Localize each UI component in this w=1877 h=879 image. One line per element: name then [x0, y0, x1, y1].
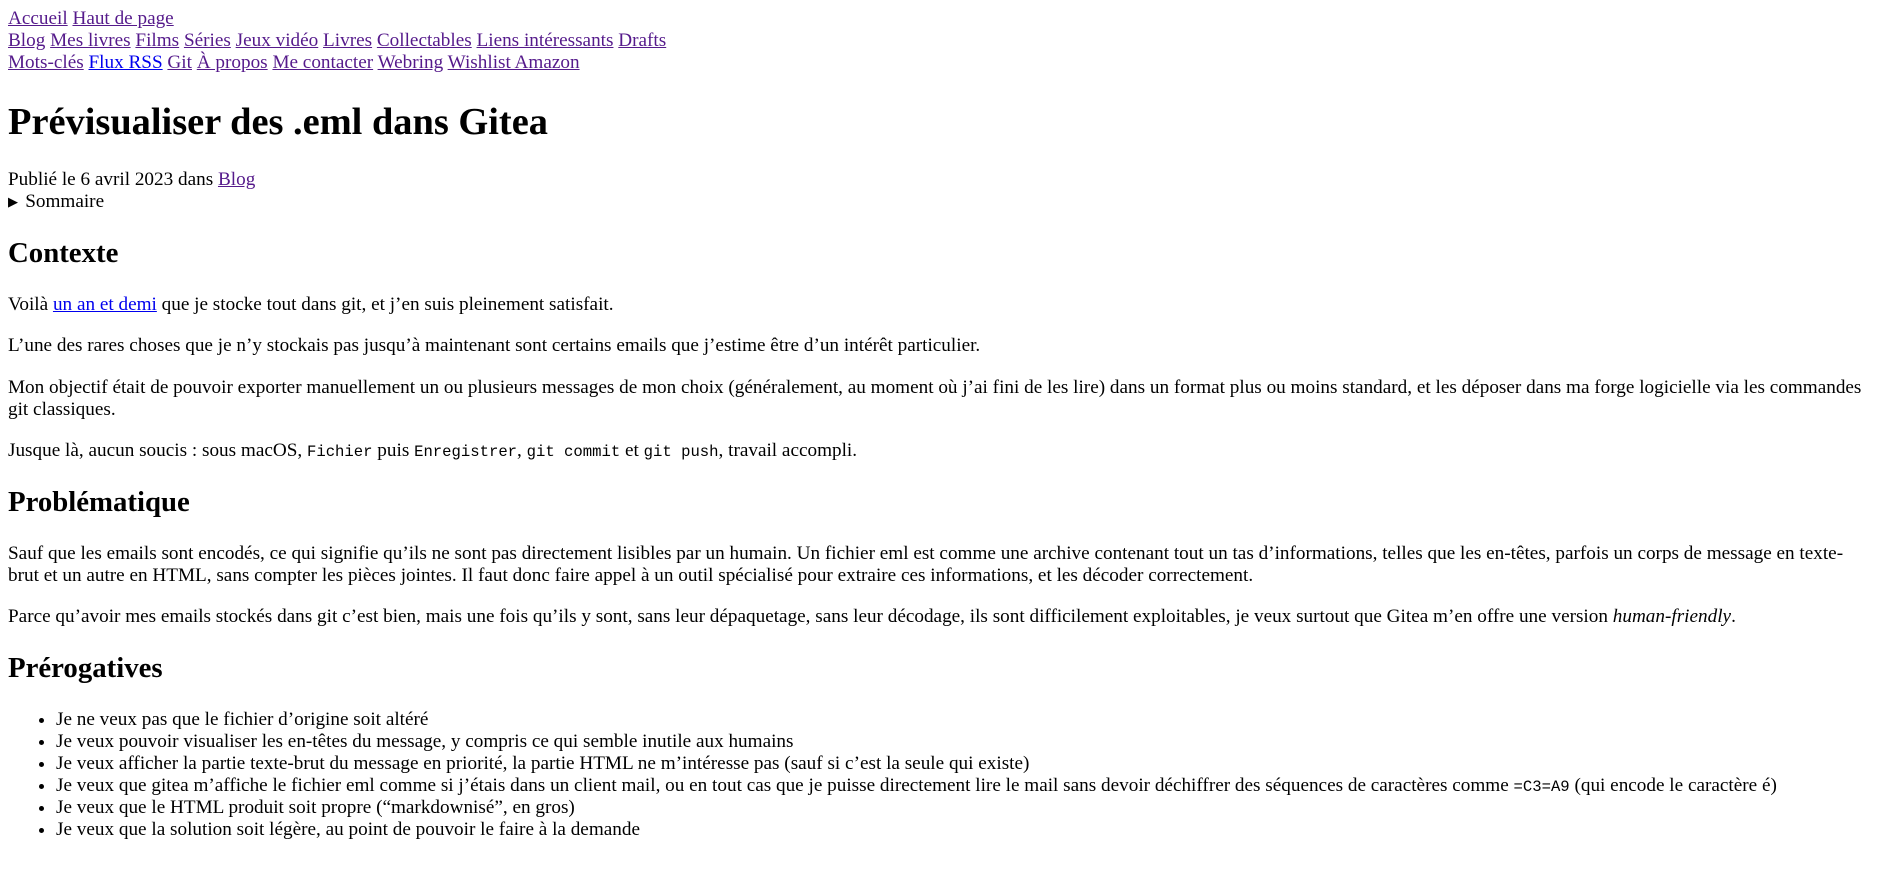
- paragraph-text: que je stocke tout dans git, et j’en suis pleinement satisfait.: [156, 294, 614, 316]
- heading-contexte: Contexte: [8, 237, 119, 270]
- heading-problematique: Problématique: [8, 485, 190, 518]
- nav-link-mes-livres[interactable]: Mes livres: [50, 30, 131, 51]
- post-meta-text: Publié le 6 avril 2023 dans: [8, 169, 218, 191]
- category-link-blog[interactable]: Blog: [217, 169, 256, 191]
- nav-link-blog[interactable]: Blog: [8, 30, 46, 51]
- nav-link-flux-rss[interactable]: Flux RSS: [88, 52, 163, 73]
- inline-code: Enregistrer: [414, 442, 518, 461]
- list-item: • Je veux pouvoir visualiser les en-têtes du message, y compris ce qui semble inutile aux humains: [56, 731, 1869, 753]
- disclosure-triangle-icon: ▶: [8, 195, 19, 211]
- nav-row-sections: [8, 30, 1869, 52]
- inline-code: =C3=A9: [1513, 777, 1570, 796]
- emphasis-text: human-friendly: [1612, 605, 1732, 627]
- nav-link-webring[interactable]: Webring: [377, 52, 444, 73]
- inline-code: Fichier: [306, 442, 373, 461]
- nav-link-git[interactable]: Git: [167, 52, 192, 73]
- inline-link-un-an-et-demi[interactable]: un an et demi: [52, 294, 157, 316]
- inline-code: git commit: [526, 442, 621, 461]
- paragraph: [8, 294, 1869, 316]
- paragraph-text: Parce qu’avoir mes emails stockés dans git c’est bien, mais une fois qu’ils y sont, sans leur dépaquetage, sans leur décodage, ils sont difficilement exploitables, je veux surtout que Gitea m’en offre une version: [8, 605, 1613, 627]
- paragraph: L’une des rares choses que je n’y stockais pas jusqu’à maintenant sont certains emails que j’estime être d’un intérêt particulier.: [8, 335, 981, 357]
- nav-link-a-propos[interactable]: À propos: [196, 52, 268, 73]
- paragraph-text: puis: [372, 439, 415, 461]
- list-item: • Je veux que la solution soit légère, au point de pouvoir le faire à la demande: [56, 819, 1869, 841]
- paragraph-text: et: [620, 439, 644, 461]
- nav-link-collectables[interactable]: Collectables: [376, 30, 472, 51]
- list-item: • Je veux afficher la partie texte-brut du message en priorité, la partie HTML ne m’intéresse pas (sauf si c’est la seule qui existe): [56, 753, 1869, 775]
- list-item: • Je ne veux pas que le fichier d’origine soit altéré: [56, 709, 1869, 731]
- nav-link-accueil[interactable]: Accueil: [8, 8, 68, 29]
- list-item: [56, 775, 1869, 797]
- list-item-text: (qui encode le caractère é): [1569, 774, 1777, 796]
- paragraph: Sauf que les emails sont encodés, ce qui signifie qu’ils ne sont pas directement lisibles par un humain. Un fichier eml est comme une archive contenant tout un tas d’informations, telles que les en-têtes, parfois un corps de message en texte-brut et un autre en HTML, sans compter les pièces jointes. Il faut donc faire appel à un outil spécialisé pour extraire ces informations, et les décoder correctement.: [8, 542, 1844, 586]
- paragraph-text: , travail accompli.: [718, 439, 858, 461]
- nav-link-series[interactable]: Séries: [183, 30, 231, 51]
- paragraph: [8, 440, 1869, 462]
- nav-row-meta: [8, 52, 1869, 74]
- nav-link-drafts[interactable]: Drafts: [618, 30, 667, 51]
- heading-prerogatives: Prérogatives: [8, 651, 163, 684]
- inline-code: git push: [643, 442, 719, 461]
- paragraph-text: ,: [517, 439, 527, 461]
- page-title: Prévisualiser des .eml dans Gitea: [8, 100, 548, 143]
- paragraph: [8, 606, 1869, 628]
- paragraph-text: Jusque là, aucun soucis : sous macOS,: [8, 439, 307, 461]
- nav-link-livres[interactable]: Livres: [323, 30, 373, 51]
- paragraph-text: .: [1731, 605, 1736, 627]
- nav-link-me-contacter[interactable]: Me contacter: [272, 52, 374, 73]
- paragraph-text: Voilà: [8, 294, 53, 316]
- nav-link-mots-cles[interactable]: Mots-clés: [8, 52, 84, 73]
- toc-details: [8, 191, 1869, 213]
- summary-toggle[interactable]: [8, 191, 1869, 213]
- post-meta: [8, 169, 1869, 191]
- paragraph: Mon objectif était de pouvoir exporter manuellement un ou plusieurs messages de mon choix (généralement, au moment où j’ai fini de les lire) dans un format plus ou moins standard, et les déposer dans ma forge logicielle via les commandes git classiques.: [8, 376, 1862, 420]
- site-nav: [8, 8, 1869, 74]
- nav-link-haut-de-page[interactable]: Haut de page: [72, 8, 174, 29]
- list-item: • Je veux que le HTML produit soit propre (“markdownisé”, en gros): [56, 797, 1869, 819]
- nav-link-jeux-video[interactable]: Jeux vidéo: [235, 30, 319, 51]
- summary-label: Sommaire: [25, 191, 105, 213]
- list-item-text: Je veux que gitea m’affiche le fichier eml comme si j’étais dans un client mail, ou en tout cas que je puisse directement lire le mail sans devoir déchiffrer des séquences de caractères comme: [56, 774, 1514, 796]
- nav-link-wishlist-amazon[interactable]: Wishlist Amazon: [447, 52, 580, 73]
- nav-row-primary: [8, 8, 1869, 30]
- nav-link-liens-interessants[interactable]: Liens intéressants: [476, 30, 614, 51]
- nav-link-films[interactable]: Films: [135, 30, 180, 51]
- article: [8, 100, 1869, 841]
- prerogatives-list: [8, 709, 1869, 841]
